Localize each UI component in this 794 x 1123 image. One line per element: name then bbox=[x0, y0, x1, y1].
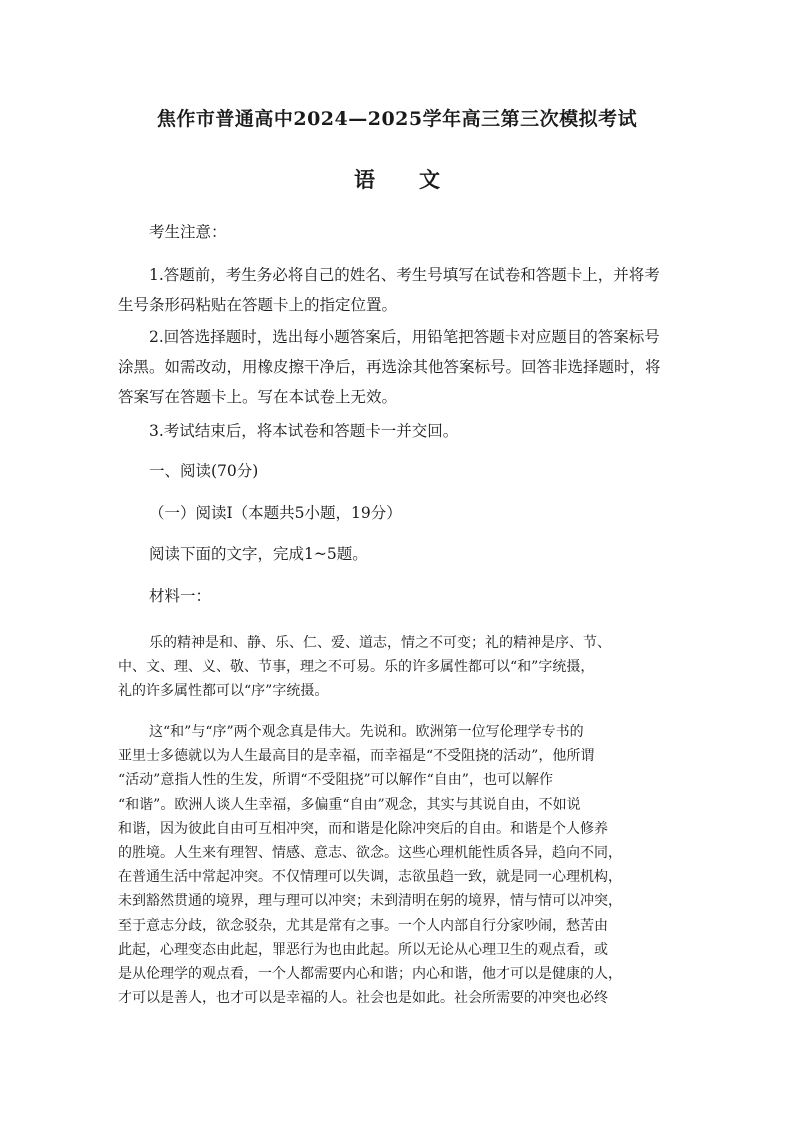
material-p2-line-6: 的胜境。人生来有理智、情感、意志、欲念。这些心理机能性质各异，趋向不同， bbox=[118, 844, 622, 861]
material-label bbox=[118, 581, 676, 611]
material-p2-line-9: 至于意志分歧，欲念驳杂，尤其是常有之事。一个人内部自行分家吵闹，愁苦由 bbox=[118, 917, 608, 934]
notice-item-1-line-1: 1.答题前，考生务必将自己的姓名、考生号填写在试卷和答题卡上，并将考 bbox=[149, 266, 660, 284]
section-subheading bbox=[118, 498, 676, 528]
material-p1-line-3: 礼的许多属性都可以“序”字统摄。 bbox=[118, 683, 329, 700]
notice-item-2 bbox=[118, 322, 676, 412]
material-paragraph-1 bbox=[118, 631, 678, 704]
subject-char-right: 文 bbox=[419, 167, 440, 192]
notice-item-3 bbox=[118, 416, 676, 446]
material-label-text: 材料一： bbox=[149, 587, 212, 605]
notice-item-2-line-1: 2.回答选择题时，选出每小题答案后，用铅笔把答题卡对应题目的答案标号 bbox=[149, 328, 660, 346]
notice-item-1-line-2: 生号条形码粘贴在答题卡上的指定位置。 bbox=[118, 296, 398, 314]
material-paragraph-2 bbox=[118, 720, 678, 1010]
exam-title: 焦作市普通高中2024—2025学年高三第三次模拟考试 bbox=[156, 108, 638, 130]
notice-item-3-line-1: 3.考试结束后，将本试卷和答题卡一并交回。 bbox=[149, 422, 459, 440]
material-p1-line-1: 乐的精神是和、静、乐、仁、爱、道志，情之不可变；礼的精神是序、节、 bbox=[149, 635, 611, 651]
material-p2-line-4: “和谐”。欧洲人谈人生幸福，多偏重“自由”观念，其实与其说自由，不如说 bbox=[118, 796, 581, 813]
material-p2-line-3: “活动”意指人性的生发，所谓“不受阻挠”可以解作“自由”，也可以解作 bbox=[118, 772, 553, 789]
material-p2-line-2: 亚里士多德就以为人生最高目的是幸福，而幸福是“不受阻挠的活动”，他所谓 bbox=[118, 748, 595, 765]
material-p2-line-5: 和谐，因为彼此自由可互相冲突，而和谐是化除冲突后的自由。和谐是个人修养 bbox=[118, 820, 608, 837]
material-p1-line-2: 中、文、理、义、敬、节事，理之不可易。乐的许多属性都可以“和”字统摄， bbox=[118, 659, 595, 676]
notice-item-2-line-2: 涂黑。如需改动，用橡皮擦干净后，再选涂其他答案标号。回答非选择题时，将 bbox=[118, 358, 661, 376]
material-p2-line-7: 在普通生活中常起冲突。不仅情理可以失调，志欲虽趋一致，就是同一心理机构， bbox=[118, 869, 622, 886]
material-p2-line-10: 此起，心理变态由此起，罪恶行为也由此起。所以无论从心理卫生的观点看，或 bbox=[118, 941, 608, 958]
notice-heading-text: 考生注意： bbox=[149, 223, 227, 241]
section-heading bbox=[118, 456, 676, 486]
material-p2-line-11: 是从伦理学的观点看，一个人都需要内心和谐；内心和谐，他才可以是健康的人， bbox=[118, 965, 622, 982]
material-p2-line-1: 这“和”与“序”两个观念真是伟大。先说和。欧洲第一位写伦理学专书的 bbox=[149, 724, 584, 740]
section-subheading-text: （一）阅读Ⅰ（本题共5小题，19分） bbox=[149, 504, 402, 522]
material-p2-line-8: 未到豁然贯通的境界，理与理可以冲突；未到清明在躬的境界，情与情可以冲突， bbox=[118, 893, 622, 910]
material-p2-line-12: 才可以是善人，也才可以是幸福的人。社会也是如此。社会所需要的冲突也必终 bbox=[118, 990, 608, 1007]
section-instruction bbox=[118, 539, 676, 569]
notice-item-1 bbox=[118, 260, 676, 320]
subject-title bbox=[0, 164, 794, 194]
notice-heading bbox=[118, 217, 707, 247]
subject-char-left: 语 bbox=[354, 167, 375, 192]
notice-item-2-line-3: 答案写在答题卡上。写在本试卷上无效。 bbox=[118, 388, 398, 406]
section-heading-text: 一、阅读(70分) bbox=[149, 462, 259, 480]
section-instruction-text: 阅读下面的文字，完成1~5题。 bbox=[149, 545, 368, 563]
